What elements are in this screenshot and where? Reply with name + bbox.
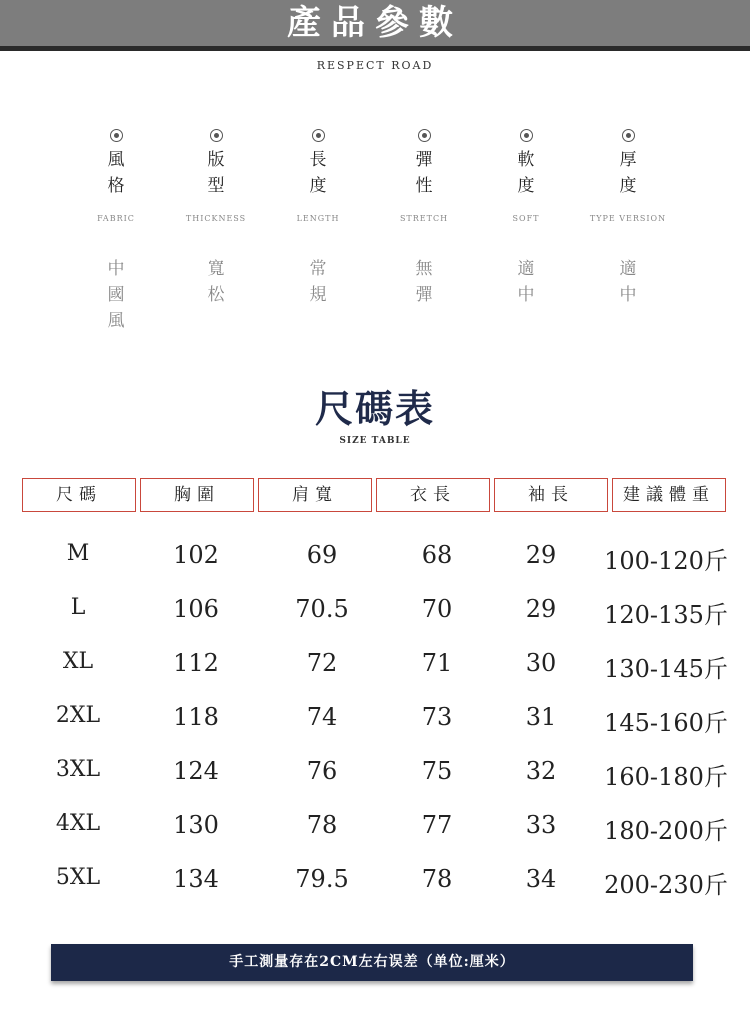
table-cell: 72 (306, 649, 338, 677)
table-cell: 130 (173, 811, 219, 839)
table-header: 尺碼 (22, 478, 136, 512)
param-english-style: FABRIC (97, 214, 135, 223)
size-label: 4XL (55, 811, 101, 836)
param-value-style: 國 (107, 285, 125, 305)
size-label: 2XL (55, 703, 101, 728)
table-cell: 30 (525, 649, 557, 677)
param-label-thickness: 厚 (619, 150, 637, 170)
param-label-length: 度 (309, 176, 327, 196)
table-header: 肩寬 (258, 478, 372, 512)
table-cell: 70.5 (295, 595, 349, 623)
table-cell: 77 (421, 811, 453, 839)
table-cell: 118 (173, 703, 219, 731)
style-radio-icon (110, 129, 123, 142)
param-label-thickness: 度 (619, 176, 637, 196)
table-cell: 112 (173, 649, 219, 677)
param-english-softness: SOFT (512, 214, 540, 223)
table-cell: 73 (421, 703, 453, 731)
param-value-softness: 適 (517, 259, 535, 279)
brand-subtitle: RESPECT ROAD (316, 59, 434, 72)
table-cell: 79.5 (295, 865, 349, 893)
table-cell: 145-160斤 (604, 709, 728, 737)
param-label-style: 風 (107, 150, 125, 170)
param-english-thickness: TYPE VERSION (589, 214, 667, 223)
param-value-fit: 寬 (207, 259, 225, 279)
table-cell: 29 (525, 541, 557, 569)
param-value-length: 規 (309, 285, 327, 305)
length-radio-icon (312, 129, 325, 142)
param-value-thickness: 適 (619, 259, 637, 279)
table-cell: 160-180斤 (604, 763, 728, 791)
table-cell: 69 (306, 541, 338, 569)
table-cell: 34 (525, 865, 557, 893)
measurement-note: 手工測量存在2CM左右误差（单位:厘米） (51, 944, 693, 981)
param-value-softness: 中 (517, 285, 535, 305)
size-label: XL (62, 649, 94, 674)
table-cell: 102 (173, 541, 219, 569)
banner-divider (0, 46, 750, 51)
table-cell: 29 (525, 595, 557, 623)
table-cell: 75 (421, 757, 453, 785)
param-label-softness: 軟 (517, 150, 535, 170)
table-cell: 130-145斤 (604, 655, 728, 683)
param-label-stretch: 性 (415, 176, 433, 196)
param-value-style: 風 (107, 311, 125, 331)
table-cell: 32 (525, 757, 557, 785)
param-value-thickness: 中 (619, 285, 637, 305)
param-label-length: 長 (309, 150, 327, 170)
param-label-softness: 度 (517, 176, 535, 196)
table-cell: 180-200斤 (604, 817, 728, 845)
table-header: 胸圍 (140, 478, 254, 512)
param-value-stretch: 無 (415, 259, 433, 279)
param-english-fit: THICKNESS (185, 214, 247, 223)
table-cell: 71 (421, 649, 453, 677)
table-cell: 124 (173, 757, 219, 785)
table-cell: 200-230斤 (604, 871, 728, 899)
table-cell: 68 (421, 541, 453, 569)
stretch-radio-icon (418, 129, 431, 142)
param-value-stretch: 彈 (415, 285, 433, 305)
table-header: 建議體重 (612, 478, 726, 512)
thickness-radio-icon (622, 129, 635, 142)
size-label: L (70, 595, 86, 620)
param-label-stretch: 彈 (415, 150, 433, 170)
param-english-stretch: STRETCH (399, 214, 449, 223)
param-value-length: 常 (309, 259, 327, 279)
banner-title: 產品參數 (287, 3, 463, 43)
param-english-length: LENGTH (296, 214, 340, 223)
table-cell: 78 (421, 865, 453, 893)
table-cell: 76 (306, 757, 338, 785)
table-cell: 70 (421, 595, 453, 623)
table-cell: 78 (306, 811, 338, 839)
table-cell: 100-120斤 (604, 547, 728, 575)
table-cell: 120-135斤 (604, 601, 728, 629)
size-table-subtitle: SIZE TABLE (339, 436, 411, 446)
param-value-style: 中 (107, 259, 125, 279)
param-label-style: 格 (107, 176, 125, 196)
table-cell: 106 (173, 595, 219, 623)
fit-radio-icon (210, 129, 223, 142)
size-label: 5XL (55, 865, 101, 890)
table-header: 衣長 (376, 478, 490, 512)
table-cell: 33 (525, 811, 557, 839)
param-label-fit: 型 (207, 176, 225, 196)
table-cell: 134 (173, 865, 219, 893)
param-value-fit: 松 (207, 285, 225, 305)
size-table-title: 尺碼表 (314, 386, 435, 431)
size-label: M (66, 541, 90, 566)
size-label: 3XL (55, 757, 101, 782)
param-label-fit: 版 (207, 150, 225, 170)
table-cell: 31 (525, 703, 557, 731)
softness-radio-icon (520, 129, 533, 142)
table-header: 袖長 (494, 478, 608, 512)
table-cell: 74 (306, 703, 338, 731)
